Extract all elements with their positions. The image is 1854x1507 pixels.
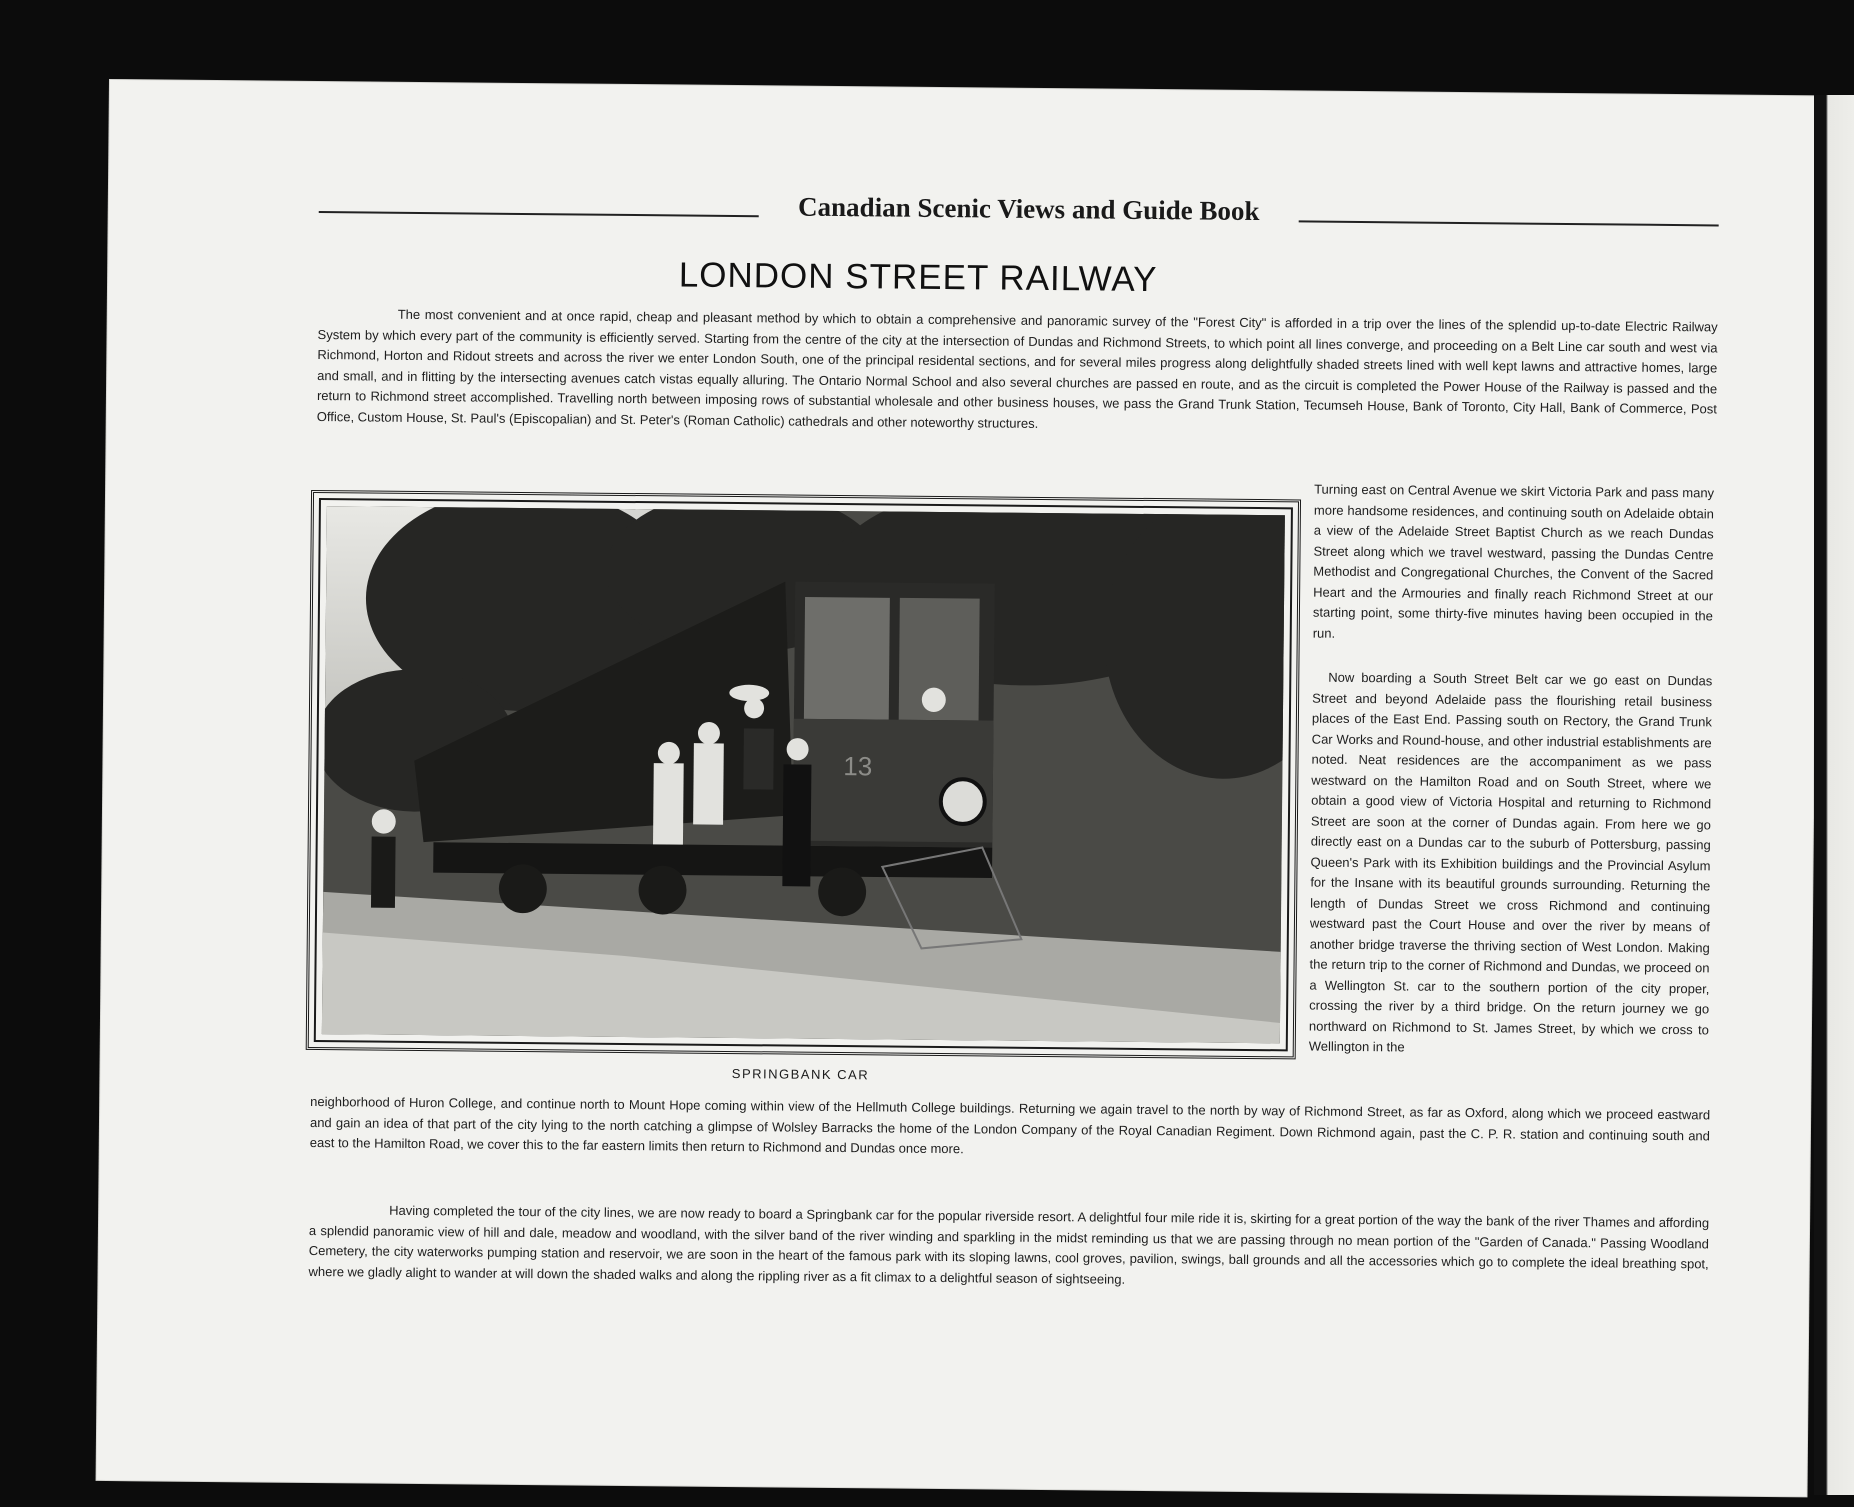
right-column [1308,480,1714,1085]
final-paragraph: Having completed the tour of the city lines, we are now ready to board a Springbank car for the popular riverside resort. A delightful four mile ride it is, skirting for a great portion of the way the bank of the river Thames and affording a splendid panoramic view of hill and dale, meadow and woodland, with the silver band of the river winding and sparkling in the midst reminding us that we are passing through no mean portion of the "Garden of Canada." Passing Woodland Cemetery, the city waterworks pumping station and reservoir, we are soon in the heart of the famous park with its sloping lawns, cool groves, pavilion, swings, ball grounds and all the accessories which go to complete the ideal breathing spot, where we gladly alight to wander at will down the shaded walks and along the rippling river as a fit climax to a delightful season of sightseeing. [308,1202,1710,1287]
right-column-paragraph: Turning east on Central Avenue we skirt Victoria Park and pass many more handsome residences, and continuing south on Adelaide obtain a view of the Adelaide Street Baptist Church as we reach Dundas Street along which we travel westward, passing the Dundas Centre Methodist and Congregational Churches, the Convent of the Sacred Heart and the Armouries and finally reach Richmond Street at our starting point, some thirty-five minutes having been occupied in the run. [1312,481,1715,641]
running-title: Canadian Scenic Views and Guide Book [797,191,1260,227]
intro-paragraph: The most convenient and at once rapid, cheap and pleasant method by which to obtain a comprehensive and panoramic survey of the "Forest City" is afforded in a trip over the lines of the splendid up-to-date Electric Railway System by which every part of the community is efficiently served. Starting from the centre of the city at the intersection of Dundas and Richmond Streets, to which point all lines converge, and proceeding on a Belt Line car south and west via Richmond, Horton and Ridout streets and across the river we enter London South, one of the principal residental sections, and for several miles progress along delightfully shaded streets lined with well kept lawns and attractive homes, large and small, and in flitting by the intersecting avenues catch vistas equally alluring. The Ontario Normal School and also several churches are passed en route, and as the circuit is completed the Power House of the Railway is passed and the return to Richmond street accomplished. Travelling north between imposing rows of substantial wholesale and other business houses, we pass the Grand Trunk Station, Tecumseh House, Bank of Toronto, City Hall, Bank of Commerce, Post Office, Custom House, St. Paul's (Episcopalian) and St. Peter's (Roman Catholic) cathedrals and other noteworthy structures. [316,306,1718,431]
continuation-paragraph: neighborhood of Huron College, and continue north to Mount Hope coming within view of the Hellmuth College buildings. Returning we again travel to the north by way of Richmond Street, as far as Oxford, along which we proceed eastward and gain an idea of that part of the city lying to the north catching a glimpse of Wolsley Barracks the home of the London Company of the Royal Canadian Regiment. Down Richmond again, past the C. P. R. station and continuing south and east to the Hamilton Road, we cover this to the far eastern limits then return to Richmond and Dundas once more. [309,1093,1711,1157]
springbank-car-photo [322,506,1285,1043]
book-page [97,80,1820,1496]
header-rule-right [1299,220,1719,226]
tram-number: 13 [843,750,873,782]
photo-caption: SPRINGBANK CAR [731,1066,870,1083]
header-rule-left [319,211,759,217]
article-title: LONDON STREET RAILWAY [678,255,1158,300]
right-column-paragraph: Now boarding a South Street Belt car we go east on Dundas Street and beyond Adelaide pass the flourishing retail business places of the East End. Passing south on Rectory, the Grand Trunk Car Works and Round-house, and other industrial establishments are noted. Neat residences are the accompaniment as we pass westward on the Hamilton Road and on South Street, where we obtain a good view of Victoria Hospital and returning to Richmond Street are soon at the corner of Dundas again. From here we go directly east on a Dundas car to the suburb of Pottersburg, passing Queen's Park with its Exhibition buildings and the Provincial Asylum for the Insane with its beautiful grounds surrounding. Returning the length of Dundas Street we cross Richmond and continuing westward past the Court House and over the river by means of another bridge traverse the thriving section of West London. Making the return trip to the corner of Richmond and Dundas, we proceed on a Wellington St. car to the southern portion of the city proper, crossing the river by a third bridge. On the return journey we go northward on Richmond to St. James Street, by which we cross to Wellington in the [1308,669,1713,1055]
adjacent-page-edge [1814,95,1854,1495]
running-header [319,187,1719,240]
photo-frame [306,490,1301,1059]
